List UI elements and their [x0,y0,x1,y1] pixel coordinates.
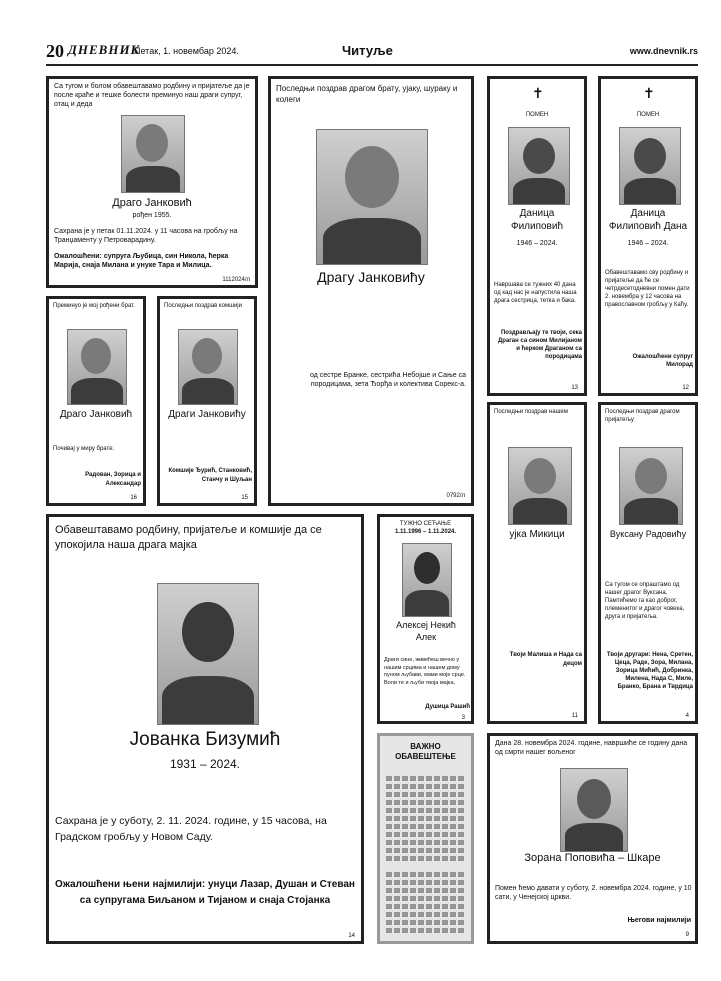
message: Обавештавамо сву родбину и пријатеље да ће се четрдесетодневни помен дати 2. новембра у 12 часова на православном гробљу у Каћу. [605,270,690,308]
announcement-text: Последњи поздрав комшији [164,303,242,309]
deceased-name: Алексеј Некић Алек [396,620,456,642]
portrait-photo [619,127,681,205]
ad-number: 13 [571,385,578,391]
section-title: Читуље [342,43,393,58]
portrait-photo [402,543,452,617]
ad-number: 12 [682,385,689,391]
ad-code: 0792/л [446,493,465,499]
portrait-photo [316,129,428,265]
header-divider [46,64,698,66]
deceased-name: Зорана Поповића – Шкаре [524,852,661,864]
announcement-text: Обавештавамо родбину, пријатеље и комшије да се упокојила наша драга мајка [55,524,322,551]
life-years: 1946 – 2024. [627,240,669,247]
cross-icon: ✝ [532,85,544,101]
sender-text: Поздрављају те твоји, сека Драган са сином Милијаном и ћерком Драганом са породицама [498,330,582,360]
sender-text: од сестре Бранке, сестрића Небојше и Сање са породицама, зета Ђорђа и колектива Сорекс-а. [310,372,466,388]
obituary-ujka-mikica [487,402,587,724]
ad-number: 15 [241,495,248,501]
message: Почивај у миру брате. [53,446,115,452]
deceased-name: Драго Јанковић [59,409,133,420]
page-number: 20 [46,41,64,61]
ad-code: 1112024/л [222,277,250,283]
message: Навршава се тужних 40 дана од кад нас је напустила наша драга сестрица, тетка и бака. [494,282,577,304]
ad-number: 16 [130,495,137,501]
message: Са тугом се опраштамо од нашег драгог Вуксана. Памтићемо га као доброг, племенитог и драгог човека, друга и пријатеља. [605,582,685,620]
issue-date: Петак, 1. новембар 2024. [134,46,239,56]
ad-number: 4 [685,713,689,719]
deceased-name: Даница Филиповић [510,208,564,232]
portrait-photo [560,768,628,852]
pomen-label: ПОМЕН [525,112,549,118]
sender-text: Твоји другари: Нена, Сретен, Цеца, Раде, Зора, Милана, Зорица Мићић, Добринка, Милена, Нада С, Миле, Бранко, Брана и Тврдица [606,652,693,690]
portrait-photo [619,447,683,525]
portrait-photo [121,115,185,193]
portrait-photo [157,583,259,725]
deceased-name: ујка Микици [509,529,565,540]
pomen-danica-filipovic-dana [598,76,698,396]
announcement-text: Последњи поздрав драгом пријатељу [605,409,680,423]
deceased-name: Даница Филиповић Дана [608,208,688,232]
page-header [46,41,698,64]
ad-number: 14 [348,933,355,939]
deceased-name: Драги Јанковићу [168,409,246,420]
life-years: 1946 – 2024. [516,240,558,247]
portrait-photo [508,447,572,525]
announcement-text: Дана 28. новембра 2024. године, навршиће се годину дана од смрти нашег вољеног [495,740,688,756]
sender-text: Радован, Зорица и Александар [85,472,141,487]
site-url[interactable]: www.dnevnik.rs [629,46,698,56]
notice-title: ВАЖНО ОБАВЕШТЕЊЕ [395,742,456,761]
announcement-text: Последњи поздрав нашем [494,409,568,415]
announcement-text: Са тугом и болом обавештавамо родбину и пријатеље да је после краће и тешке болести преминуо наш драги супруг, отац и деда [54,83,250,108]
sender-text: Душица Рашић [425,704,470,710]
message: Драги сине, живећеш вечно у нашим срцима и нашем дому пуном љубави, мами моје срце. Воли те и љуби твоја мајка, [384,657,466,686]
portrait-photo [178,329,238,405]
obituary-brother [46,296,146,506]
deceased-name: Вуксану Радовићу [609,529,687,539]
obituary-jovanka-bizumic [46,514,364,944]
announcement-text: Последњи поздрав драгом брату, ујаку, шураку и колеги [276,84,458,104]
deceased-name: Драго Јанковић [112,197,192,209]
mourners: Ожалошћени њени најмилији: унуци Лазар, Душан и Стеван са супругама Биљаном и Тијаном и снаја Стојанка [55,879,355,906]
ad-number: 9 [685,932,689,938]
pomen-label: ПОМЕН [636,112,660,118]
memorial-aleksej-nekic [377,514,474,724]
life-years: 1931 – 2024. [169,757,241,771]
sender-text: Ожалошћени супруг Милорад [632,354,693,368]
deceased-name: Драгу Јанковићу [317,269,425,285]
portrait-photo [67,329,127,405]
ad-number: 3 [461,715,465,721]
memorial-dates: 1.11.1996 – 1.11.2024. [394,529,457,535]
newspaper-logo: ДНЕВНИК [68,42,141,57]
birth-year: рођен 1955. [132,212,172,219]
portrait-photo [508,127,570,205]
sender-text: Комшије Ђурић, Станковић, Станчу и Шуљан [168,468,252,483]
pomen-danica-filipovic [487,76,587,396]
important-notice [377,733,474,944]
mourners: Ожалошћени: супруга Љубица, син Никола, ћерка Марија, снаја Милана и унуке Тара и Милица. [54,253,229,269]
sender-text: Његови најмилији [627,917,691,924]
cross-icon: ✝ [643,85,655,101]
deceased-name: Јованка Бизумић [129,729,281,750]
funeral-info: Сахрана је у петак 01.11.2024. у 11 часова на гробљу на Транџаменту у Петроварадину. [54,228,238,244]
obituary-dragu-jankovicu [268,76,474,506]
memorial-label: ТУЖНО СЕЋАЊЕ [399,521,452,527]
memorial-zoran-popovic [487,733,698,944]
sender-text: Твоји Малиша и Нада са децом [509,652,582,667]
ad-number: 11 [571,713,578,719]
announcement-text: Преминуо је мој рођени брат. [53,303,135,309]
message: Помен ћемо давати у суботу, 2. новембра 2024. године, у 10 сати, у Ченејској цркви. [495,885,692,901]
funeral-info: Сахрана је у суботу, 2. 11. 2024. године, у 15 часова, на Градском гробљу у Новом Саду. [55,815,327,843]
obituary-neighbours [157,296,257,506]
obituary-drago-jankovic [46,76,258,288]
obituary-vuksan-radovic [598,402,698,724]
